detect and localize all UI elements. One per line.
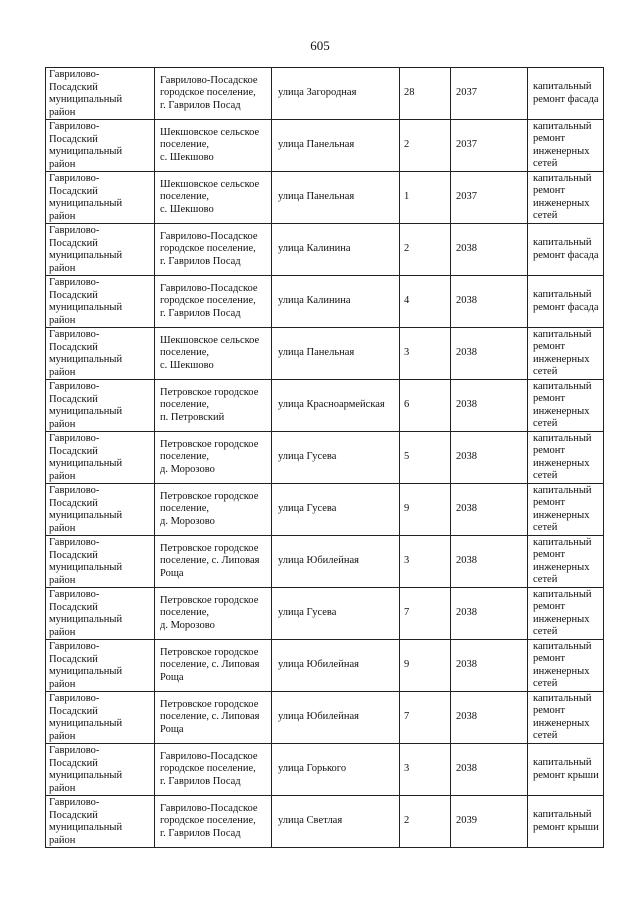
work-type-cell [528,692,604,744]
street-cell [272,276,400,328]
street-cell-text: улица Гусева [278,503,337,515]
house-number-cell [400,588,451,640]
street-cell-text: улица Юбилейная [278,659,359,671]
year-cell [451,692,528,744]
district-cell [46,276,155,328]
table-row [46,796,604,848]
district-cell [46,432,155,484]
street-cell [272,172,400,224]
house-number-cell [400,120,451,172]
street-cell-text: улица Панельная [278,139,355,151]
house-number-cell [400,276,451,328]
house-number-cell-text: 4 [404,295,410,307]
table-row [46,484,604,536]
house-number-cell-text: 7 [404,607,410,619]
settlement-cell [155,224,272,276]
house-number-cell [400,796,451,848]
settlement-cell-text: Петровское городское поселение, с. Липовая Роща [160,698,260,735]
work-type-cell [528,796,604,848]
house-number-cell-text: 1 [404,191,410,203]
street-cell-text: улица Юбилейная [278,711,359,723]
street-cell [272,744,400,796]
table-row [46,536,604,588]
work-type-cell [528,380,604,432]
house-number-cell [400,68,451,120]
house-number-cell-text: 3 [404,347,410,359]
table-row [46,744,604,796]
street-cell [272,432,400,484]
street-cell-text: улица Юбилейная [278,555,359,567]
year-cell-text: 2039 [456,815,477,827]
district-cell [46,68,155,120]
year-cell-text: 2038 [456,399,477,411]
year-cell [451,380,528,432]
house-number-cell-text: 9 [404,503,410,515]
work-type-cell-text: капитальный ремонт крыши [533,757,599,781]
house-number-cell-text: 3 [404,763,410,775]
year-cell-text: 2038 [456,659,477,671]
year-cell-text: 2038 [456,295,477,307]
table-row [46,692,604,744]
district-cell-text: Гаврилово- Посадский муниципальный район [49,69,123,118]
work-type-cell [528,640,604,692]
street-cell-text: улица Красноармейская [278,399,385,411]
work-type-cell-text: капитальный ремонт крыши [533,809,599,833]
district-cell [46,744,155,796]
district-cell-text: Гаврилово- Посадский муниципальный район [49,173,123,222]
settlement-cell [155,744,272,796]
year-cell [451,172,528,224]
year-cell [451,744,528,796]
settlement-cell [155,380,272,432]
settlement-cell [155,796,272,848]
house-number-cell [400,380,451,432]
work-type-cell [528,172,604,224]
work-type-cell-text: капитальный ремонт инженерных сетей [533,536,592,585]
settlement-cell-text: Петровское городское поселение, д. Морозово [160,594,259,631]
settlement-cell [155,640,272,692]
street-cell-text: улица Загородная [278,87,357,99]
work-type-cell [528,68,604,120]
settlement-cell-text: Шекшовское сельское поселение, с. Шекшово [160,126,260,163]
settlement-cell-text: Гаврилово-Посадское городское поселение, г. Гаврилов Посад [160,282,258,319]
house-number-cell-text: 7 [404,711,410,723]
district-cell-text: Гаврилово- Посадский муниципальный район [49,329,123,378]
house-number-cell [400,484,451,536]
settlement-cell-text: Петровское городское поселение, д. Морозово [160,490,259,527]
year-cell-text: 2038 [456,763,477,775]
district-cell [46,224,155,276]
year-cell-text: 2038 [456,347,477,359]
house-number-cell [400,640,451,692]
work-type-cell-text: капитальный ремонт инженерных сетей [533,380,592,429]
settlement-cell [155,432,272,484]
settlement-cell-text: Петровское городское поселение, с. Липовая Роща [160,646,260,683]
year-cell [451,536,528,588]
table-row [46,380,604,432]
settlement-cell-text: Гаврилово-Посадское городское поселение, г. Гаврилов Посад [160,230,258,267]
district-cell [46,380,155,432]
district-cell-text: Гаврилово- Посадский муниципальный район [49,537,123,586]
settlement-cell [155,172,272,224]
street-cell [272,224,400,276]
district-cell [46,640,155,692]
district-cell [46,172,155,224]
street-cell [272,380,400,432]
settlement-cell [155,484,272,536]
year-cell [451,276,528,328]
house-number-cell [400,692,451,744]
street-cell [272,588,400,640]
district-cell-text: Гаврилово- Посадский муниципальный район [49,121,123,170]
year-cell-text: 2038 [456,607,477,619]
work-type-cell [528,588,604,640]
house-number-cell-text: 2 [404,243,410,255]
district-cell-text: Гаврилово- Посадский муниципальный район [49,485,123,534]
district-cell [46,796,155,848]
district-cell-text: Гаврилово- Посадский муниципальный район [49,589,123,638]
house-number-cell-text: 9 [404,659,410,671]
settlement-cell [155,536,272,588]
table-row [46,276,604,328]
year-cell [451,432,528,484]
year-cell-text: 2038 [456,451,477,463]
settlement-cell-text: Гаврилово-Посадское городское поселение, г. Гаврилов Посад [160,802,258,839]
settlement-cell-text: Петровское городское поселение, п. Петровский [160,386,259,423]
house-number-cell-text: 6 [404,399,410,411]
year-cell-text: 2037 [456,87,477,99]
house-number-cell [400,224,451,276]
street-cell-text: улица Калинина [278,243,351,255]
year-cell-text: 2038 [456,555,477,567]
settlement-cell-text: Гаврилово-Посадское городское поселение, г. Гаврилов Посад [160,750,258,787]
settlement-cell-text: Петровское городское поселение, с. Липовая Роща [160,542,260,579]
district-cell [46,588,155,640]
year-cell [451,796,528,848]
work-type-cell-text: капитальный ремонт инженерных сетей [533,328,592,377]
table-row [46,328,604,380]
street-cell-text: улица Светлая [278,815,343,827]
year-cell [451,588,528,640]
work-type-cell-text: капитальный ремонт инженерных сетей [533,692,592,741]
table-row [46,588,604,640]
settlement-cell-text: Шекшовское сельское поселение, с. Шекшово [160,334,260,371]
street-cell-text: улица Гусева [278,607,337,619]
district-cell [46,536,155,588]
house-number-cell [400,172,451,224]
district-cell-text: Гаврилово- Посадский муниципальный район [49,433,123,482]
work-type-cell [528,536,604,588]
work-type-cell-text: капитальный ремонт инженерных сетей [533,432,592,481]
housing-repair-table [45,67,604,848]
settlement-cell [155,68,272,120]
work-type-cell-text: капитальный ремонт инженерных сетей [533,484,592,533]
house-number-cell-text: 28 [404,87,415,99]
district-cell-text: Гаврилово- Посадский муниципальный район [49,225,123,274]
street-cell [272,328,400,380]
work-type-cell [528,276,604,328]
house-number-cell [400,536,451,588]
year-cell [451,120,528,172]
year-cell-text: 2038 [456,243,477,255]
house-number-cell [400,328,451,380]
house-number-cell [400,744,451,796]
settlement-cell [155,328,272,380]
year-cell-text: 2038 [456,503,477,515]
work-type-cell [528,120,604,172]
work-type-cell [528,224,604,276]
street-cell [272,120,400,172]
street-cell [272,484,400,536]
settlement-cell-text: Петровское городское поселение, д. Морозово [160,438,259,475]
year-cell [451,640,528,692]
street-cell-text: улица Панельная [278,191,355,203]
work-type-cell-text: капитальный ремонт фасада [533,237,599,261]
year-cell [451,328,528,380]
work-type-cell-text: капитальный ремонт инженерных сетей [533,588,592,637]
district-cell-text: Гаврилово- Посадский муниципальный район [49,381,123,430]
work-type-cell [528,328,604,380]
district-cell-text: Гаврилово- Посадский муниципальный район [49,693,123,742]
settlement-cell [155,588,272,640]
street-cell-text: улица Горького [278,763,347,775]
table-row [46,172,604,224]
year-cell [451,68,528,120]
house-number-cell-text: 3 [404,555,410,567]
district-cell-text: Гаврилово- Посадский муниципальный район [49,277,123,326]
house-number-cell-text: 2 [404,815,410,827]
work-type-cell-text: капитальный ремонт инженерных сетей [533,640,592,689]
work-type-cell [528,744,604,796]
district-cell [46,328,155,380]
work-type-cell-text: капитальный ремонт инженерных сетей [533,120,592,169]
year-cell-text: 2037 [456,191,477,203]
work-type-cell [528,484,604,536]
table-row [46,68,604,120]
table-row [46,224,604,276]
district-cell-text: Гаврилово- Посадский муниципальный район [49,641,123,690]
street-cell-text: улица Калинина [278,295,351,307]
year-cell-text: 2037 [456,139,477,151]
district-cell-text: Гаврилово- Посадский муниципальный район [49,745,123,794]
table-body [46,68,604,848]
year-cell [451,224,528,276]
street-cell [272,640,400,692]
house-number-cell [400,432,451,484]
district-cell [46,120,155,172]
street-cell [272,796,400,848]
district-cell-text: Гаврилово- Посадский муниципальный район [49,797,123,846]
settlement-cell-text: Гаврилово-Посадское городское поселение, г. Гаврилов Посад [160,74,258,111]
district-cell [46,692,155,744]
settlement-cell [155,120,272,172]
settlement-cell [155,276,272,328]
table-row [46,120,604,172]
settlement-cell [155,692,272,744]
district-cell [46,484,155,536]
work-type-cell-text: капитальный ремонт инженерных сетей [533,172,592,221]
street-cell [272,692,400,744]
street-cell-text: улица Гусева [278,451,337,463]
work-type-cell [528,432,604,484]
work-type-cell-text: капитальный ремонт фасада [533,81,599,105]
table-row [46,640,604,692]
year-cell [451,484,528,536]
house-number-cell-text: 5 [404,451,410,463]
street-cell [272,68,400,120]
page-number: 605 [310,38,330,53]
street-cell [272,536,400,588]
work-type-cell-text: капитальный ремонт фасада [533,289,599,313]
settlement-cell-text: Шекшовское сельское поселение, с. Шекшово [160,178,260,215]
house-number-cell-text: 2 [404,139,410,151]
table-row [46,432,604,484]
street-cell-text: улица Панельная [278,347,355,359]
year-cell-text: 2038 [456,711,477,723]
